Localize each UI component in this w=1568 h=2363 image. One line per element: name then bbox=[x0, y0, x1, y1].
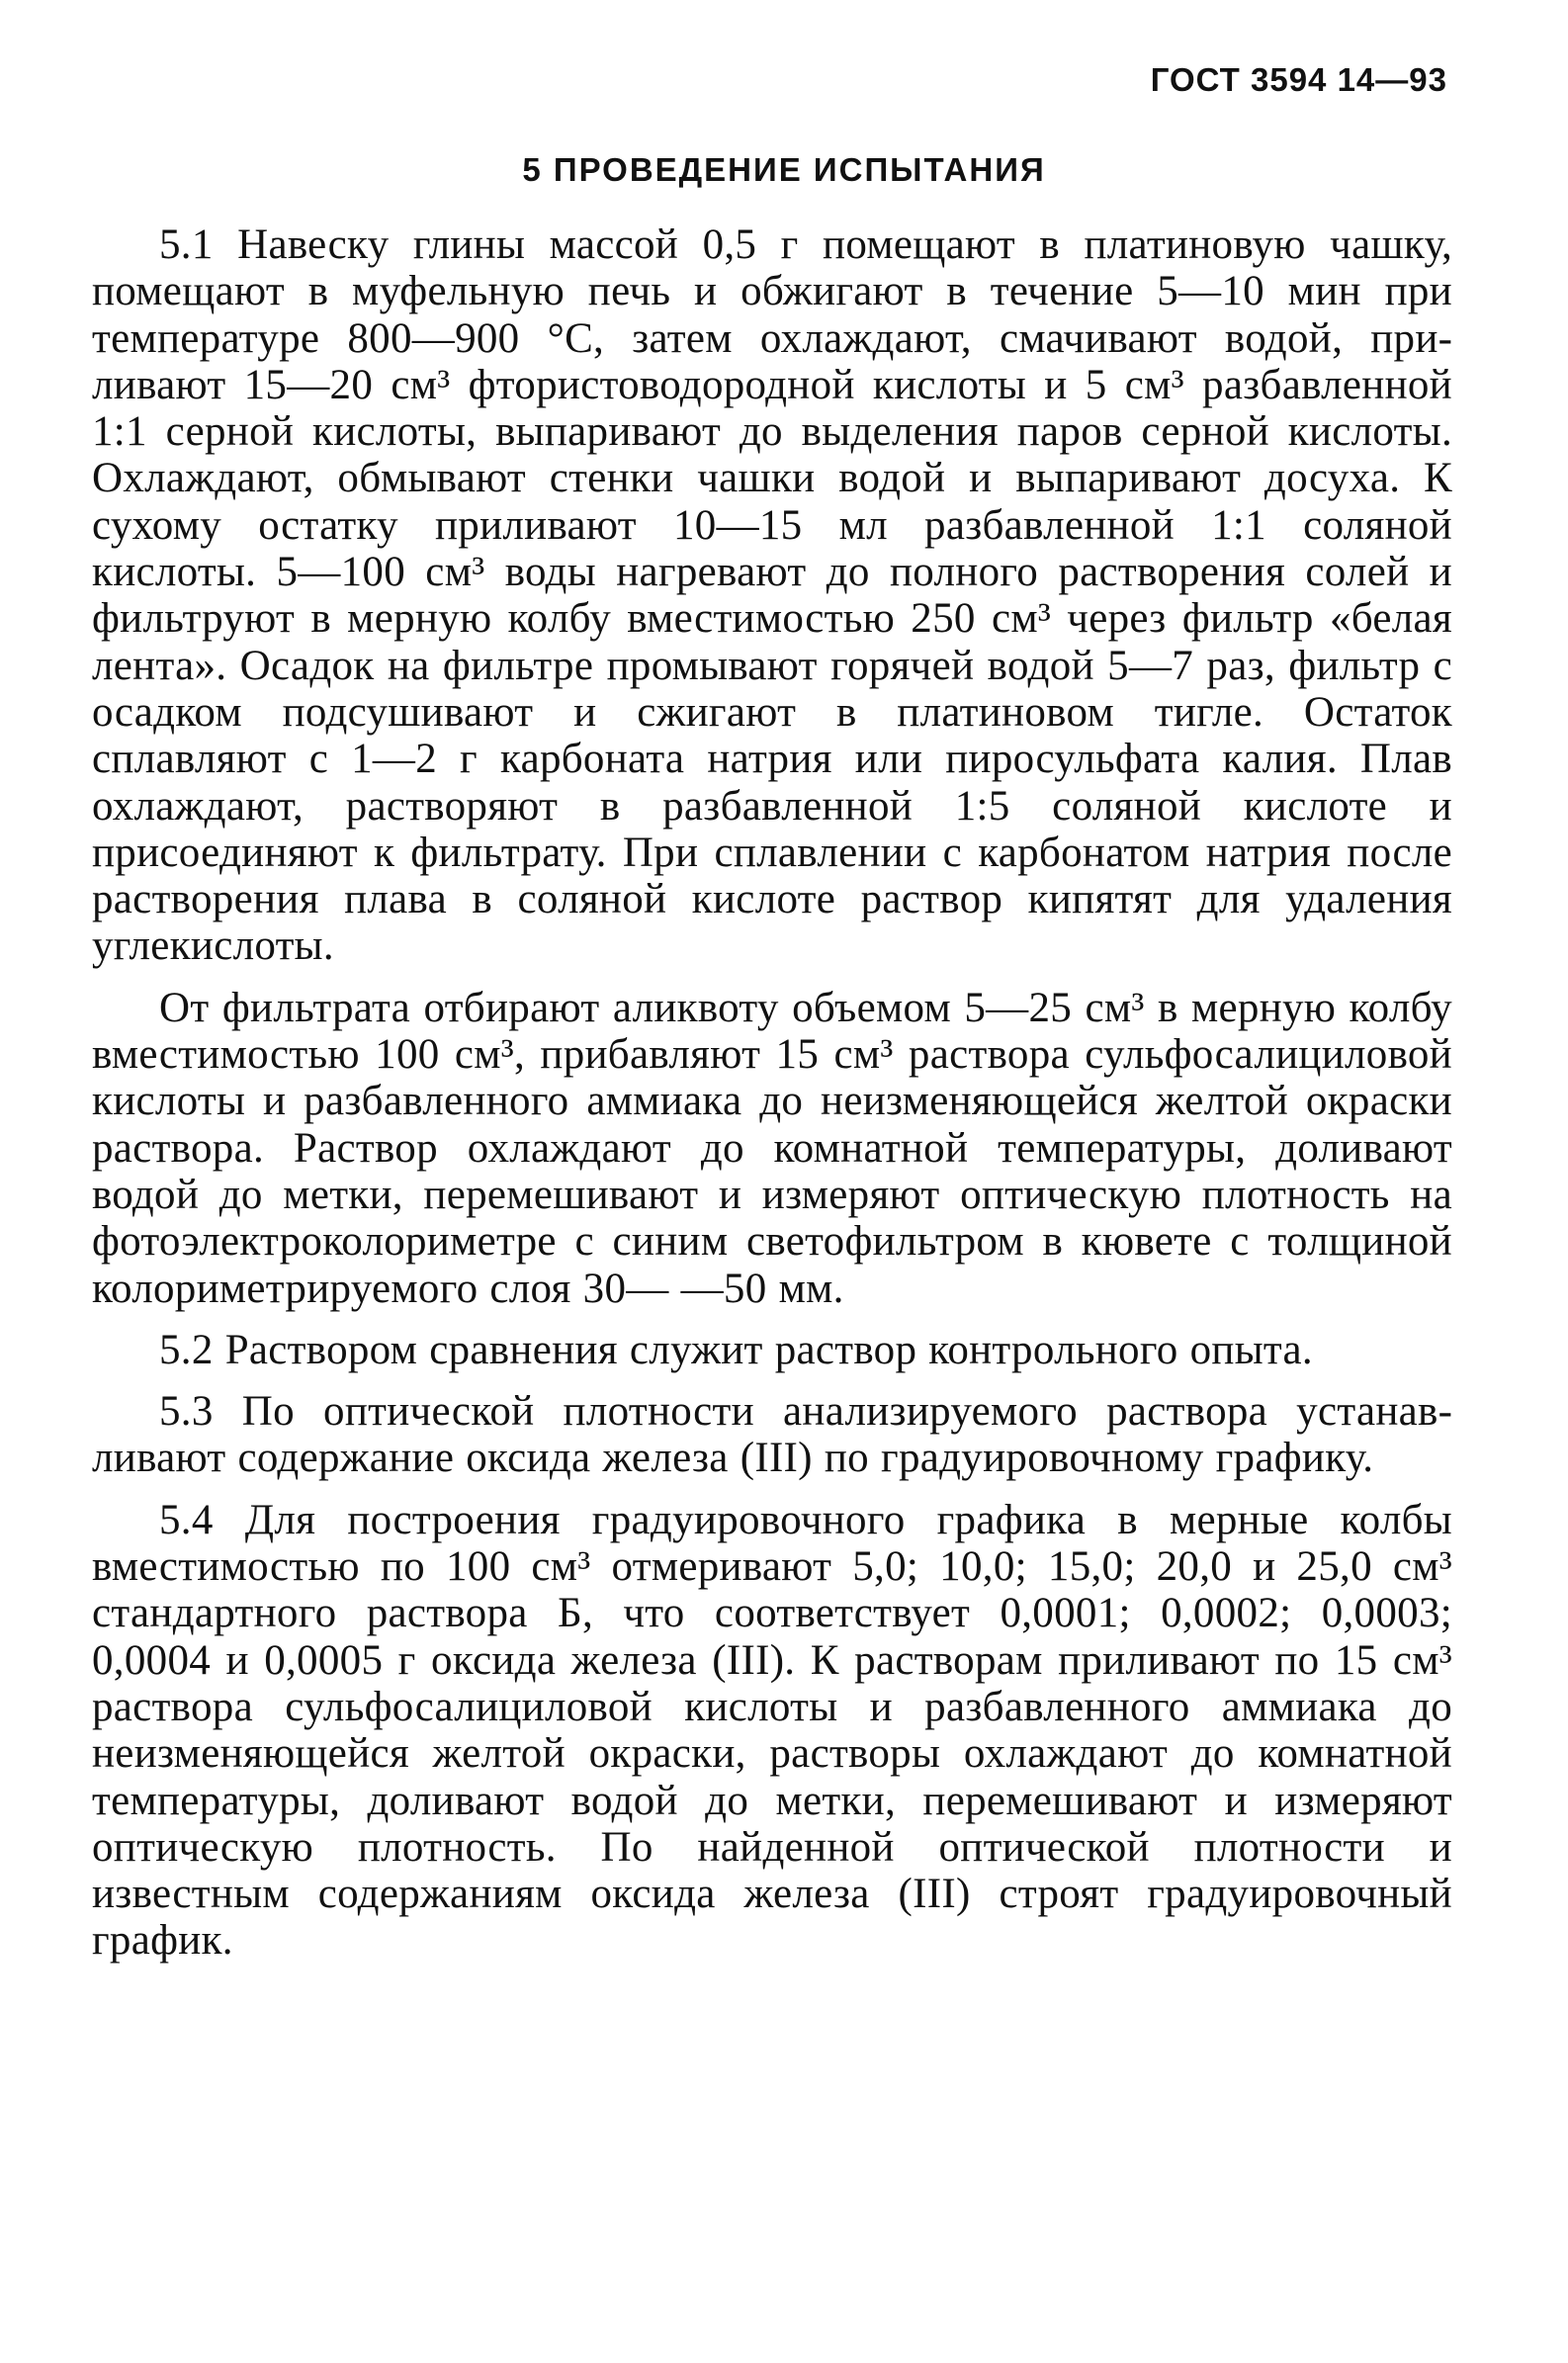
document-code-header: ГОСТ 3594 14—93 bbox=[1150, 61, 1447, 98]
paragraph-5-3: 5.3 По оптической плотности анализируемого раствора устанавливают содержание оксида железа (III) по градуировочному графику. bbox=[92, 1388, 1452, 1482]
paragraph-5-1: 5.1 Навеску глины массой 0,5 г помещают в платиновую чашку, помещают в муфельную печь и обжигают в течение 5—10 мин при температуре 800—900 °С, затем охлаждают, смачивают водой, приливают 15—20 см³ фтористоводородной кислоты и 5 см³ разбавленной 1:1 серной кислоты, выпаривают до выделения паров серной кислоты. Охлаждают, обмывают стенки чашки водой и выпаривают досуха. К сухому остатку приливают 10—15 мл разбавленной 1:1 соляной кислоты. 5—100 см³ воды нагревают до полного растворения солей и фильтруют в мерную колбу вместимостью 250 см³ через фильтр «белая лента». Осадок на фильтре промывают горячей водой 5—7 раз, фильтр с осадком подсушивают и сжигают в платиновом тигле. Остаток сплавляют с 1—2 г карбоната натрия или пиросульфата калия. Плав охлаждают, растворяют в разбавленной 1:5 соляной кислоте и присоединяют к фильтрату. При сплавлении с карбонатом натрия после растворения плава в соляной кислоте раствор кипятят для удаления углекислоты. bbox=[92, 221, 1452, 970]
section-title: 5 ПРОВЕДЕНИЕ ИСПЫТАНИЯ bbox=[522, 151, 1046, 188]
paragraph-5-1-continued: От фильтрата отбирают аликвоту объемом 5—25 см³ в мерную колбу вместимостью 100 см³, прибавляют 15 см³ раствора сульфосалициловой кислоты и разбавленного аммиака до неизменяющейся желтой окраски раствора. Раствор охлаждают до комнатной температуры, доливают водой до метки, перемешивают и измеряют оптическую плотность на фотоэлектроколориметре с синим светофильтром в кювете с толщиной колориметрируемого слоя 30— —50 мм. bbox=[92, 984, 1452, 1312]
section-body bbox=[92, 221, 1452, 1979]
paragraph-5-4: 5.4 Для построения градуировочного графика в мерные колбы вместимостью по 100 см³ отмеривают 5,0; 10,0; 15,0; 20,0 и 25,0 см³ стандартного раствора Б, что соответствует 0,0001; 0,0002; 0,0003; 0,0004 и 0,0005 г оксида железа (III). К растворам приливают по 15 см³ раствора сульфосалициловой кислоты и разбавленного аммиака до неизменяющейся желтой окраски, растворы охлаждают до комнатной температуры, доливают водой до метки, перемешивают и измеряют оптическую плотность. По найденной оптической плотности и известным содержаниям оксида железа (III) строят градуировочный график. bbox=[92, 1496, 1452, 1965]
paragraph-5-2: 5.2 Раствором сравнения служит раствор контрольного опыта. bbox=[159, 1326, 1313, 1373]
